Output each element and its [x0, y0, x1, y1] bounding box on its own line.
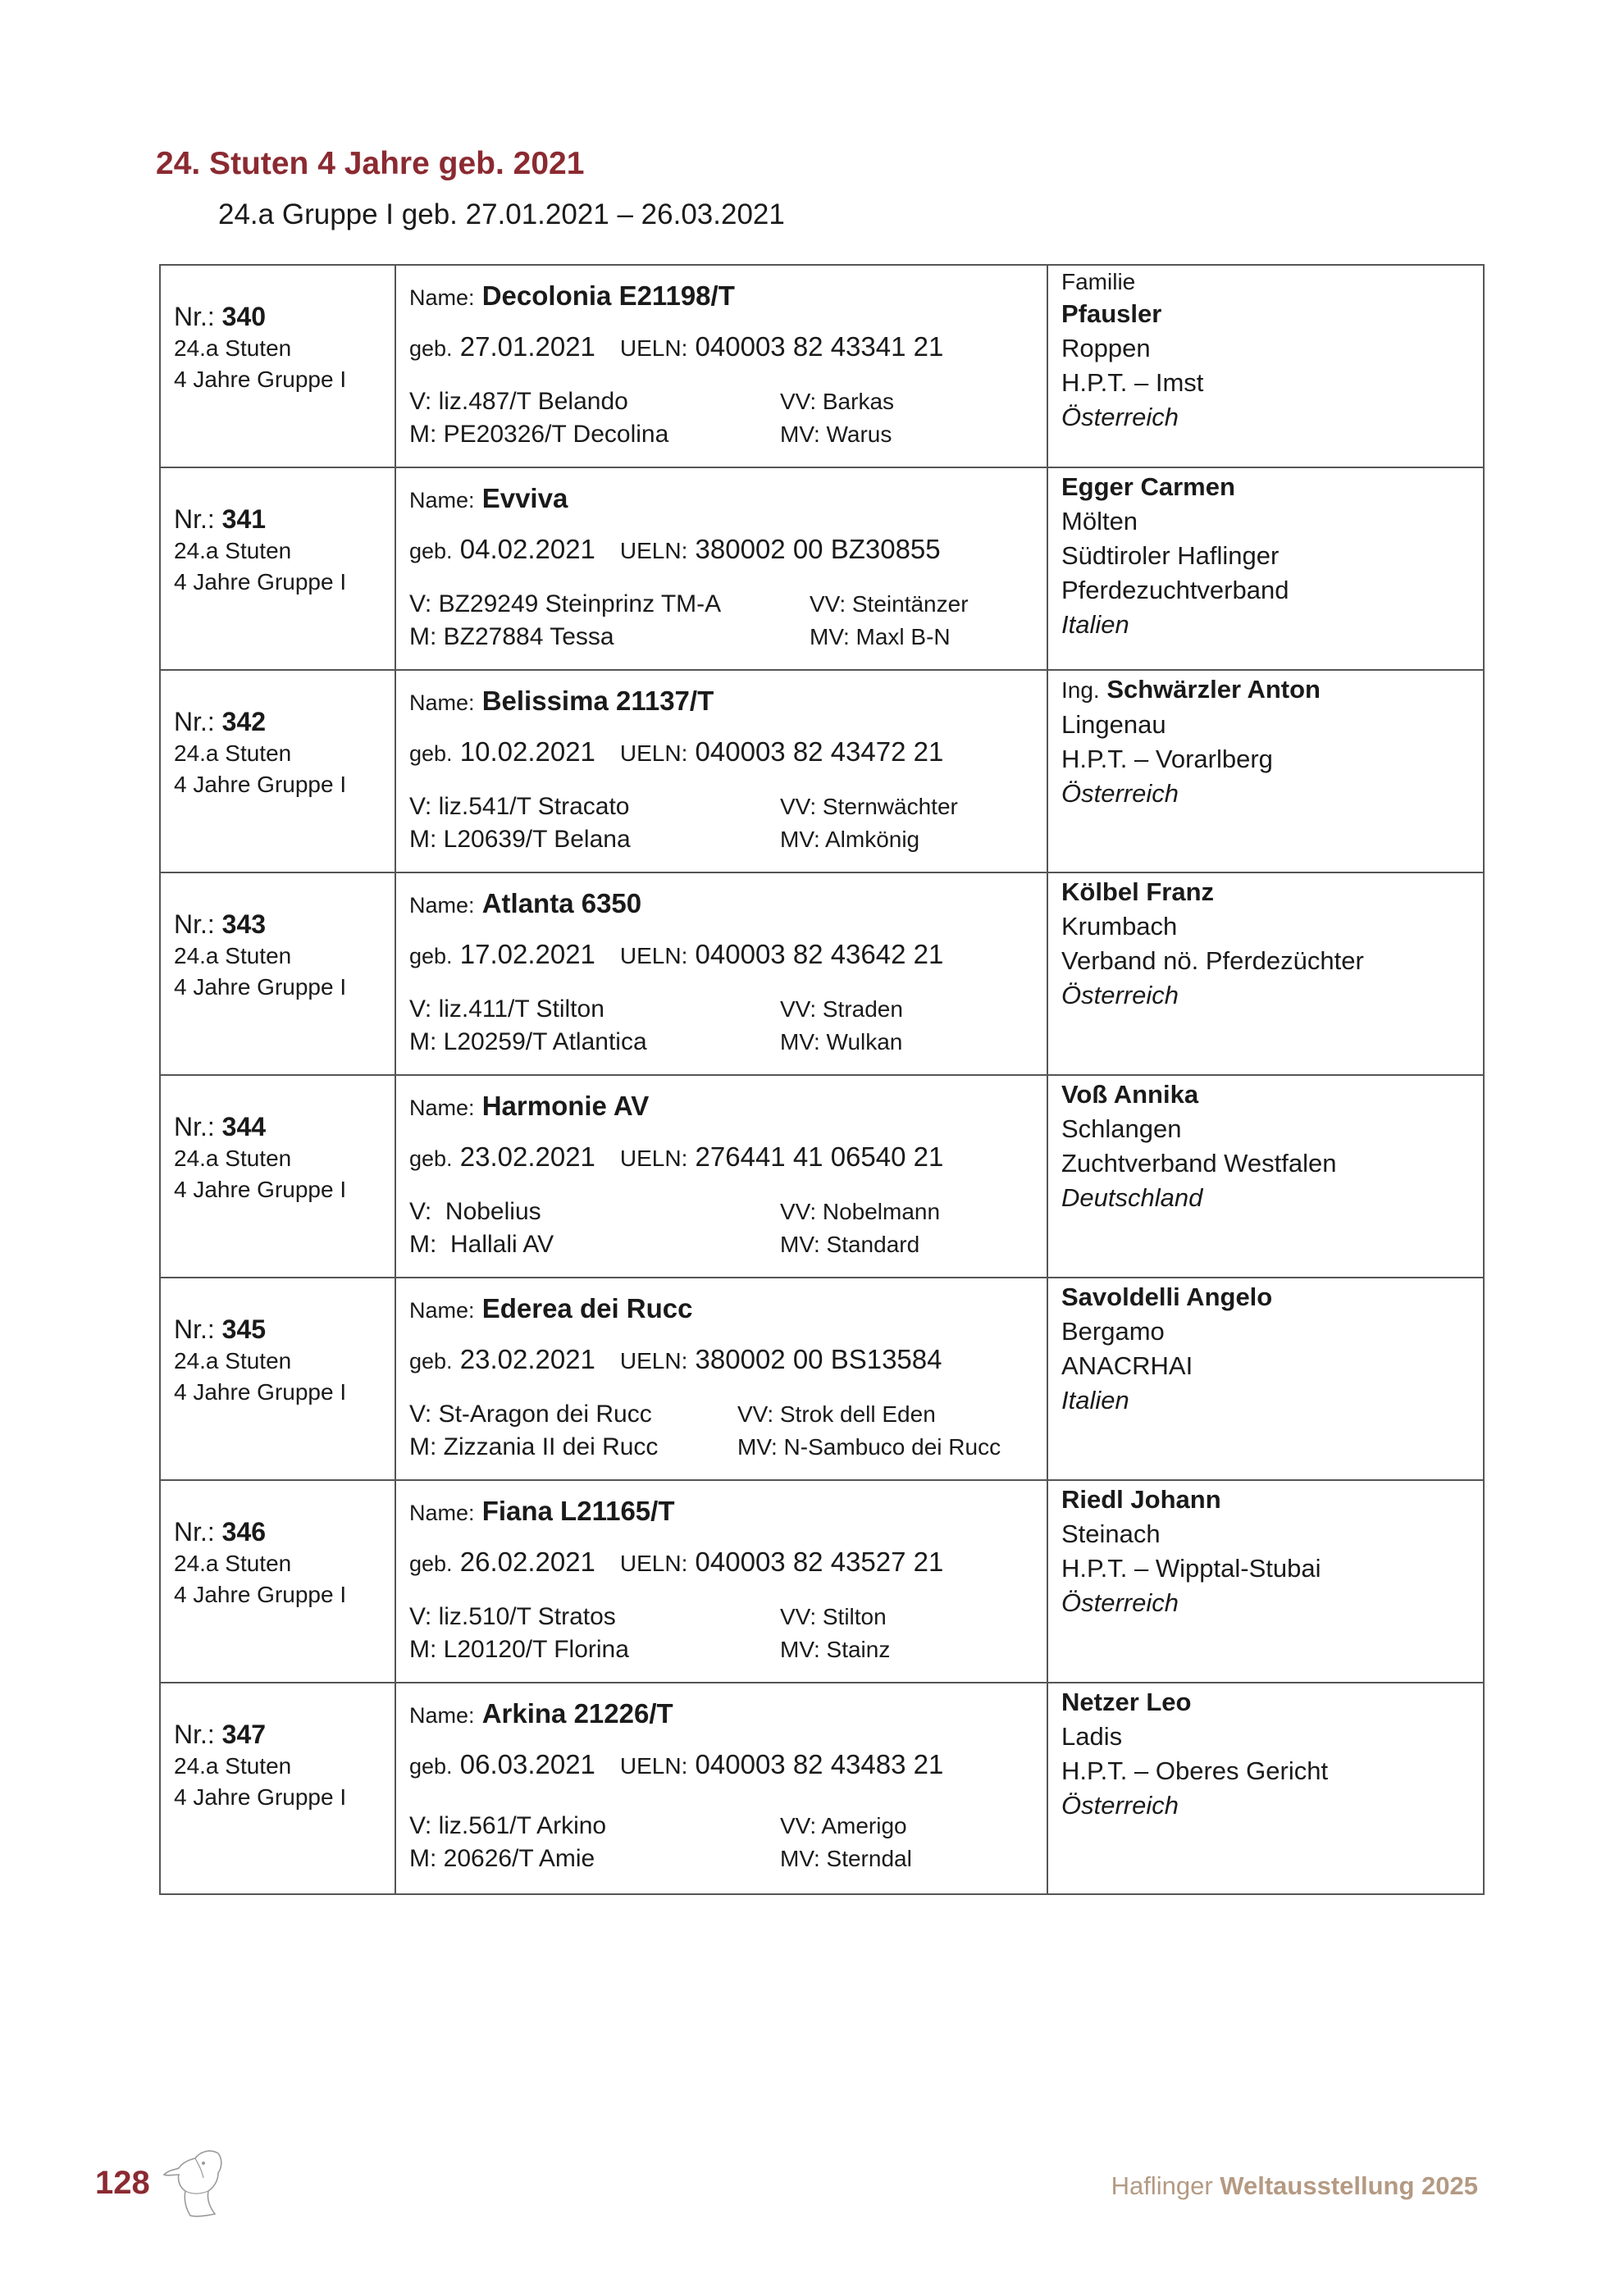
name-label: Name:	[409, 488, 475, 512]
owner-cell	[1047, 467, 1484, 670]
horse-cell	[395, 1683, 1047, 1894]
name-label: Name:	[409, 1298, 475, 1323]
birth-date: 04.02.2021	[459, 534, 595, 564]
class-line-1: 24.a Stuten	[174, 943, 292, 968]
owner-city: Mölten	[1061, 507, 1138, 535]
page-number: 128	[95, 2165, 150, 2201]
class-line-1: 24.a Stuten	[174, 740, 292, 766]
class-line-1: 24.a Stuten	[174, 1348, 292, 1374]
class-line-2: 4 Jahre Gruppe I	[174, 1582, 347, 1607]
class-line-2: 4 Jahre Gruppe I	[174, 1379, 347, 1405]
birth-date: 23.02.2021	[459, 1141, 595, 1172]
dam-sire: MV: Warus	[780, 421, 892, 447]
name-label: Name:	[409, 1501, 475, 1525]
nr-label: Nr.:	[174, 707, 215, 736]
entry-number-cell	[160, 1278, 395, 1480]
birth-date: 26.02.2021	[459, 1547, 595, 1577]
nr-label: Nr.:	[174, 909, 215, 939]
ueln-value: 040003 82 43527 21	[695, 1547, 944, 1577]
sire: V: liz.541/T Stracato	[409, 793, 630, 820]
table-row	[160, 1075, 1484, 1278]
name-label: Name:	[409, 1096, 475, 1120]
owner-cell	[1047, 670, 1484, 872]
dam: M: L20259/T Atlantica	[409, 1028, 647, 1055]
owner-name: Savoldelli Angelo	[1061, 1282, 1273, 1311]
horse-name: Atlanta 6350	[481, 888, 642, 918]
entry-number: 345	[221, 1314, 267, 1344]
entry-number: 347	[221, 1720, 267, 1749]
owner-association: Zuchtverband Westfalen	[1061, 1149, 1337, 1178]
horse-name: Harmonie AV	[481, 1091, 650, 1121]
class-line-1: 24.a Stuten	[174, 1753, 292, 1779]
entry-number-cell	[160, 1683, 395, 1894]
sire-sire: VV: Barkas	[780, 389, 895, 414]
dam-sire: MV: Standard	[780, 1232, 920, 1257]
class-line-2: 4 Jahre Gruppe I	[174, 569, 347, 594]
horse-name: Decolonia E21198/T	[481, 280, 735, 311]
birth-date: 17.02.2021	[459, 939, 595, 969]
name-label: Name:	[409, 893, 475, 918]
owner-association: H.P.T. – Oberes Gericht	[1061, 1756, 1329, 1785]
class-line-1: 24.a Stuten	[174, 538, 292, 563]
dam: M: PE20326/T Decolina	[409, 421, 669, 448]
table-row	[160, 670, 1484, 872]
owner-association-2: Pferdezuchtverband	[1061, 576, 1289, 604]
sire-sire: VV: Straden	[780, 996, 903, 1022]
name-label: Name:	[409, 285, 475, 310]
dam-sire: MV: Sterndal	[780, 1846, 912, 1871]
dam: M: 20626/T Amie	[409, 1845, 595, 1872]
owner-cell	[1047, 1075, 1484, 1278]
class-line-1: 24.a Stuten	[174, 1146, 292, 1171]
nr-label: Nr.:	[174, 1517, 215, 1547]
dam: M: BZ27884 Tessa	[409, 623, 614, 650]
ueln-value: 040003 82 43341 21	[695, 331, 944, 362]
ueln-value: 040003 82 43642 21	[695, 939, 944, 969]
horse-cell	[395, 467, 1047, 670]
birth-date: 27.01.2021	[459, 331, 595, 362]
owner-country: Deutschland	[1061, 1183, 1203, 1212]
owner-cell	[1047, 1480, 1484, 1683]
horse-head-icon	[161, 2145, 231, 2221]
ueln-value: 040003 82 43472 21	[695, 736, 944, 767]
born-label: geb.	[409, 1551, 453, 1576]
dam-sire: MV: Wulkan	[780, 1029, 903, 1055]
owner-cell	[1047, 872, 1484, 1075]
sire: V: liz.510/T Stratos	[409, 1603, 616, 1630]
class-line-2: 4 Jahre Gruppe I	[174, 1177, 347, 1202]
horse-name: Ederea dei Rucc	[481, 1293, 693, 1323]
entry-number-cell	[160, 1075, 395, 1278]
born-label: geb.	[409, 1349, 453, 1374]
entry-number-cell	[160, 467, 395, 670]
owner-country: Österreich	[1061, 1791, 1179, 1820]
owner-association: ANACRHAI	[1061, 1351, 1193, 1380]
owner-name: Schwärzler Anton	[1106, 675, 1321, 704]
horse-name: Belissima 21137/T	[481, 686, 714, 716]
class-line-1: 24.a Stuten	[174, 1551, 292, 1576]
class-line-2: 4 Jahre Gruppe I	[174, 1784, 347, 1810]
sire: V: BZ29249 Steinprinz TM-A	[409, 590, 722, 617]
dam-sire: MV: N-Sambuco dei Rucc	[737, 1434, 1001, 1460]
nr-label: Nr.:	[174, 1112, 215, 1141]
owner-country: Österreich	[1061, 403, 1179, 431]
owner-name: Netzer Leo	[1061, 1688, 1192, 1716]
owner-name: Egger Carmen	[1061, 472, 1235, 501]
name-label: Name:	[409, 1703, 475, 1728]
horse-name: Fiana L21165/T	[481, 1496, 675, 1526]
sire-sire: VV: Stilton	[780, 1604, 887, 1629]
ueln-label: UELN:	[619, 943, 688, 968]
ueln-label: UELN:	[619, 335, 688, 361]
dam-sire: MV: Almkönig	[780, 827, 920, 852]
footer-brand	[1111, 2171, 1478, 2201]
horse-cell	[395, 265, 1047, 467]
horse-cell	[395, 872, 1047, 1075]
ueln-value: 040003 82 43483 21	[695, 1749, 944, 1779]
ueln-value: 380002 00 BS13584	[695, 1344, 942, 1374]
owner-city: Schlangen	[1061, 1114, 1182, 1143]
brand-prefix: Haflinger	[1111, 2171, 1213, 2200]
dam: M: Hallali AV	[409, 1231, 554, 1258]
owner-city: Roppen	[1061, 334, 1151, 362]
nr-label: Nr.:	[174, 1314, 215, 1344]
horse-name: Arkina 21226/T	[481, 1698, 673, 1729]
born-label: geb.	[409, 944, 453, 968]
owner-city: Ladis	[1061, 1722, 1123, 1751]
horse-cell	[395, 670, 1047, 872]
class-line-1: 24.a Stuten	[174, 335, 292, 361]
entries-table	[159, 264, 1485, 1895]
dam: M: L20120/T Florina	[409, 1636, 629, 1663]
entry-number: 346	[221, 1517, 267, 1547]
ueln-label: UELN:	[619, 1551, 688, 1576]
owner-country: Österreich	[1061, 779, 1179, 808]
entry-number: 343	[221, 909, 267, 939]
ueln-value: 276441 41 06540 21	[695, 1141, 944, 1172]
owner-city: Bergamo	[1061, 1317, 1165, 1346]
owner-name: Voß Annika	[1061, 1080, 1199, 1109]
sire: V: liz.411/T Stilton	[409, 995, 604, 1023]
owner-association: Verband nö. Pferdezüchter	[1061, 946, 1364, 975]
sire-sire: VV: Amerigo	[780, 1813, 907, 1838]
nr-label: Nr.:	[174, 1720, 215, 1749]
dam-sire: MV: Stainz	[780, 1637, 891, 1662]
owner-association: Südtiroler Haflinger	[1061, 541, 1280, 570]
sire-sire: VV: Strok dell Eden	[737, 1401, 936, 1427]
sire: V: liz.487/T Belando	[409, 388, 628, 415]
entry-number-cell	[160, 1480, 395, 1683]
class-line-2: 4 Jahre Gruppe I	[174, 772, 347, 797]
entry-number: 342	[221, 707, 267, 736]
table-row	[160, 1480, 1484, 1683]
owner-name: Kölbel Franz	[1061, 877, 1215, 906]
table-row	[160, 1683, 1484, 1894]
sire: V: Nobelius	[409, 1198, 541, 1225]
table-row	[160, 872, 1484, 1075]
dam-sire: MV: Maxl B-N	[810, 624, 951, 649]
owner-city: Lingenau	[1061, 710, 1166, 739]
sire: V: liz.561/T Arkino	[409, 1812, 607, 1839]
owner-association: H.P.T. – Vorarlberg	[1061, 745, 1273, 773]
class-line-2: 4 Jahre Gruppe I	[174, 367, 347, 392]
ueln-label: UELN:	[619, 1753, 688, 1779]
owner-title: Ing.	[1061, 677, 1100, 703]
entry-number-cell	[160, 265, 395, 467]
dam: M: Zizzania II dei Rucc	[409, 1433, 659, 1460]
horse-cell	[395, 1480, 1047, 1683]
owner-country: Österreich	[1061, 981, 1179, 1009]
owner-city: Steinach	[1061, 1519, 1161, 1548]
name-label: Name:	[409, 690, 475, 715]
born-label: geb.	[409, 741, 453, 766]
birth-date: 06.03.2021	[459, 1749, 595, 1779]
owner-name: Pfausler	[1061, 299, 1162, 328]
owner-cell	[1047, 1278, 1484, 1480]
birth-date: 10.02.2021	[459, 736, 595, 767]
nr-label: Nr.:	[174, 302, 215, 331]
born-label: geb.	[409, 336, 453, 361]
owner-country: Österreich	[1061, 1588, 1179, 1617]
sire-sire: VV: Sternwächter	[780, 794, 958, 819]
sire: V: St-Aragon dei Rucc	[409, 1401, 652, 1428]
owner-country: Italien	[1061, 610, 1129, 639]
horse-cell	[395, 1278, 1047, 1480]
table-row	[160, 1278, 1484, 1480]
owner-association: H.P.T. – Wipptal-Stubai	[1061, 1554, 1321, 1583]
horse-name: Evviva	[481, 483, 568, 513]
entry-number: 341	[221, 504, 267, 534]
birth-date: 23.02.2021	[459, 1344, 595, 1374]
brand-title: Weltausstellung 2025	[1220, 2171, 1478, 2200]
section-title: 24. Stuten 4 Jahre geb. 2021	[156, 146, 585, 181]
nr-label: Nr.:	[174, 504, 215, 534]
owner-line-1: Familie	[1061, 269, 1136, 294]
sire-sire: VV: Steintänzer	[810, 591, 969, 617]
ueln-label: UELN:	[619, 1348, 688, 1374]
entry-number-cell	[160, 670, 395, 872]
entry-number-cell	[160, 872, 395, 1075]
group-title: 24.a Gruppe I geb. 27.01.2021 – 26.03.2021	[218, 198, 785, 230]
dam: M: L20639/T Belana	[409, 826, 631, 853]
ueln-label: UELN:	[619, 740, 688, 766]
table-row	[160, 467, 1484, 670]
born-label: geb.	[409, 539, 453, 563]
entry-number: 344	[221, 1112, 267, 1141]
owner-association: H.P.T. – Imst	[1061, 368, 1204, 397]
owner-country: Italien	[1061, 1386, 1129, 1414]
owner-cell	[1047, 1683, 1484, 1894]
horse-cell	[395, 1075, 1047, 1278]
class-line-2: 4 Jahre Gruppe I	[174, 974, 347, 1000]
ueln-label: UELN:	[619, 538, 688, 563]
ueln-value: 380002 00 BZ30855	[695, 534, 941, 564]
owner-name: Riedl Johann	[1061, 1485, 1221, 1514]
born-label: geb.	[409, 1146, 453, 1171]
sire-sire: VV: Nobelmann	[780, 1199, 941, 1224]
ueln-label: UELN:	[619, 1146, 688, 1171]
owner-city: Krumbach	[1061, 912, 1178, 941]
table-row	[160, 265, 1484, 467]
entry-number: 340	[221, 302, 267, 331]
born-label: geb.	[409, 1754, 453, 1779]
owner-cell	[1047, 265, 1484, 467]
